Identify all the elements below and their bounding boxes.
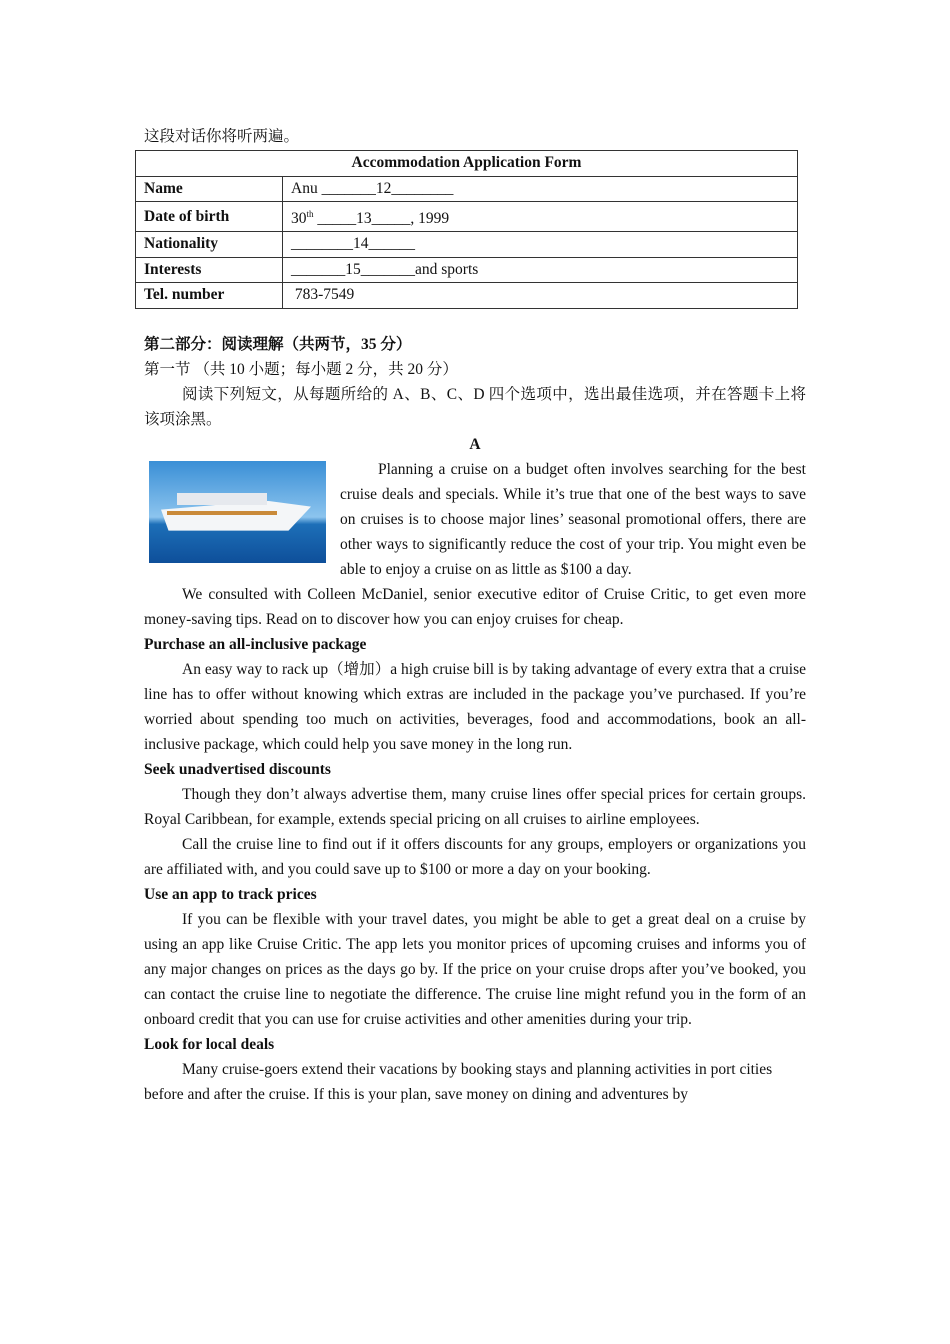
form-title: Accommodation Application Form (136, 151, 798, 177)
application-form-table (135, 150, 798, 309)
paragraph: If you can be flexible with your travel dates, you might be able to get a great deal on a cruise by using an app like Cruise Critic. The app lets you monitor prices of upcoming cruises and informs you of any major changes on prices as the days go by. If the price on your cruise drops after you’ve booked, you can contact the cruise line to negotiate the difference. The cruise line might refund you in the form of an onboard credit that you can use for cruise activities and other amenities during your trip. (144, 910, 806, 1028)
section-heading: 第二部分：阅读理解（共两节，35 分） (144, 335, 412, 353)
paragraph: We consulted with Colleen McDaniel, senior executive editor of Cruise Critic, to get even more money-saving tips. Read on to discover how you can enjoy cruises for cheap. (144, 585, 806, 628)
form-value: Anu _______12________ (283, 176, 798, 202)
passage-label: A (469, 435, 481, 453)
subheading: Look for local deals (144, 1035, 275, 1053)
subheading: Use an app to track prices (144, 885, 317, 903)
form-label: Date of birth (136, 202, 283, 232)
subsection-heading: 第一节 （共 10 小题；每小题 2 分，共 20 分） (144, 360, 458, 378)
paragraph: Call the cruise line to find out if it offers discounts for any groups, employers or organizations you are affiliated with, and you could save up to $100 or more a day on your booking. (144, 835, 806, 878)
paragraph: An easy way to rack up（增加）a high cruise bill is by taking advantage of every extra that a cruise line has to offer without knowing which extras are included in the package you’ve purchased. If you’re worried about spending too much on activities, beverages, food and accommodations, book an all-inclusive package, which could help you save money in the long run. (144, 660, 806, 753)
form-value: ________14______ (283, 232, 798, 258)
form-label: Name (136, 176, 283, 202)
subheading: Purchase an all-inclusive package (144, 635, 367, 653)
intro-text: 这段对话你将听两遍。 (144, 128, 300, 145)
form-label: Tel. number (136, 283, 283, 309)
form-label: Nationality (136, 232, 283, 258)
form-value (283, 202, 798, 232)
ordinal: th (306, 209, 314, 219)
instructions: 阅读下列短文，从每题所给的 A、B、C、D 四个选项中，选出最佳选项，并在答题卡上将该项涂黑。 (144, 385, 806, 428)
form-label: Interests (136, 257, 283, 283)
paragraph: Though they don’t always advertise them, many cruise lines offer special prices for certain groups. Royal Caribbean, for example, extends special pricing on all cruises to airline employees. (144, 785, 806, 828)
date-rest: _____13_____, 1999 (313, 210, 450, 228)
day: 30 (291, 210, 307, 228)
form-value: 783-7549 (283, 283, 798, 309)
form-value: _______15_______and sports (283, 257, 798, 283)
cruise-ship-image (149, 461, 326, 563)
paragraph: Many cruise-goers extend their vacations by booking stays and planning activities in port cities before and after the cruise. If this is your plan, save money on dining and adventures by (144, 1060, 773, 1103)
paragraph: Planning a cruise on a budget often involves searching for the best cruise deals and specials. While it’s true that one of the best ways to save on cruises is to choose major lines’ seasonal promotional offers, there are other ways to significantly reduce the cost of your trip. You might even be able to enjoy a cruise on as little as $100 a day. (340, 460, 806, 578)
subheading: Seek unadvertised discounts (144, 760, 331, 778)
